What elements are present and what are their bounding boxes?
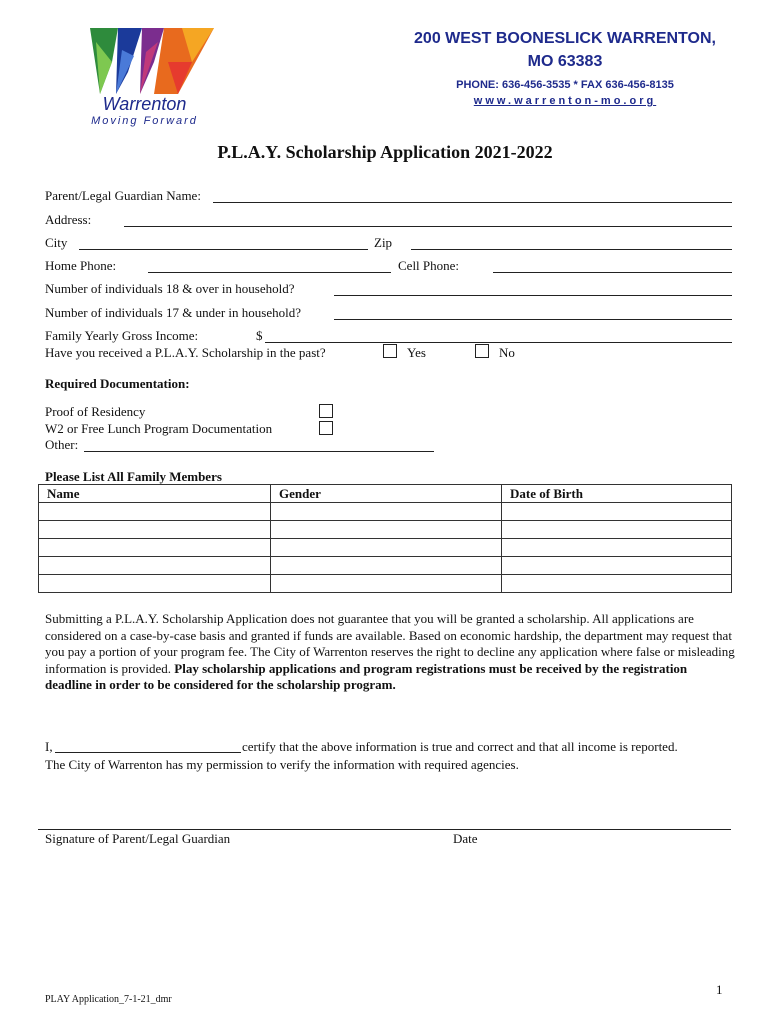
cell-phone-label: Cell Phone: — [398, 258, 460, 273]
gender-cell[interactable] — [271, 539, 502, 557]
dob-cell[interactable] — [502, 539, 732, 557]
signature-line[interactable] — [38, 829, 731, 830]
certify-prefix: I, — [45, 739, 53, 754]
other-label: Other: — [45, 437, 79, 452]
table-row — [39, 521, 732, 539]
adults-field[interactable] — [334, 295, 732, 296]
certify-line1: certify that the above information is true and correct and that all income is reported. — [242, 739, 678, 754]
name-cell[interactable] — [39, 503, 271, 521]
zip-label: Zip — [374, 235, 393, 250]
disclaimer-text: Submitting a P.L.A.Y. Scholarship Application does not guarantee that you will be granted a scholarship. All applications are considered on a case-by-case basis and granted if funds are available. Based on economic hardship, the department may request that you pay a portion of your program fee. The City of Warrenton reserves the right to decline any application where false or misleading information is provided. — [45, 611, 735, 676]
dob-cell[interactable] — [502, 503, 732, 521]
header-phone-fax: PHONE: 636-456-3535 * FAX 636-456-8135 — [456, 79, 674, 91]
name-cell[interactable] — [39, 575, 271, 593]
gender-cell[interactable] — [271, 557, 502, 575]
guardian-name-field[interactable] — [213, 202, 732, 203]
logo-tagline: Moving Forward — [91, 115, 198, 127]
past-no-checkbox[interactable] — [475, 344, 489, 358]
dob-cell[interactable] — [502, 575, 732, 593]
city-label: City — [45, 235, 68, 250]
w2-label: W2 or Free Lunch Program Documentation — [45, 421, 273, 436]
header-address-line2: MO 63383 — [527, 53, 603, 70]
dob-cell[interactable] — [502, 557, 732, 575]
table-row — [39, 503, 732, 521]
cell-phone-field[interactable] — [493, 272, 732, 273]
other-field[interactable] — [84, 451, 434, 452]
address-label: Address: — [45, 212, 92, 227]
guardian-name-label: Parent/Legal Guardian Name: — [45, 188, 201, 203]
name-cell[interactable] — [39, 539, 271, 557]
past-yes-label: Yes — [407, 345, 426, 360]
gender-cell[interactable] — [271, 521, 502, 539]
date-label: Date — [453, 831, 478, 846]
footer-doc-id: PLAY Application_7-1-21_dmr — [45, 994, 172, 1005]
city-field[interactable] — [79, 249, 368, 250]
name-cell[interactable] — [39, 557, 271, 575]
adults-label: Number of individuals 18 & over in household? — [45, 281, 295, 296]
residency-label: Proof of Residency — [45, 404, 146, 419]
minors-field[interactable] — [334, 319, 732, 320]
past-scholarship-label: Have you received a P.L.A.Y. Scholarship in the past? — [45, 345, 326, 360]
home-phone-field[interactable] — [148, 272, 391, 273]
header-website: www.warrenton-mo.org — [473, 95, 657, 107]
past-yes-checkbox[interactable] — [383, 344, 397, 358]
header-address-line1: 200 WEST BOONESLICK WARRENTON, — [414, 30, 716, 47]
table-row — [39, 539, 732, 557]
table-row — [39, 575, 732, 593]
gender-cell[interactable] — [271, 575, 502, 593]
certify-name-field[interactable] — [55, 752, 241, 753]
family-heading: Please List All Family Members — [45, 469, 222, 484]
docs-heading: Required Documentation: — [45, 376, 190, 391]
income-label: Family Yearly Gross Income: — [45, 328, 199, 343]
disclaimer-paragraph — [45, 611, 735, 694]
w-logo-icon — [82, 22, 222, 102]
certify-line2: The City of Warrenton has my permission to verify the information with required agencies. — [45, 757, 519, 772]
column-dob: Date of Birth — [502, 485, 732, 503]
dob-cell[interactable] — [502, 521, 732, 539]
table-header-row — [39, 485, 732, 503]
logo-name: Warrenton — [102, 94, 187, 114]
past-no-label: No — [499, 345, 515, 360]
page-number: 1 — [716, 982, 723, 997]
table-row — [39, 557, 732, 575]
zip-field[interactable] — [411, 249, 732, 250]
address-field[interactable] — [124, 226, 732, 227]
disclaimer-bold-text: Play scholarship applications and program registrations must be received by the registration deadline in order to be considered for the scholarship program. — [45, 660, 688, 692]
column-gender: Gender — [271, 485, 502, 503]
page-title: P.L.A.Y. Scholarship Application 2021-2022 — [217, 142, 553, 162]
column-name: Name — [39, 485, 271, 503]
name-cell[interactable] — [39, 521, 271, 539]
home-phone-label: Home Phone: — [45, 258, 117, 273]
income-dollar: $ — [256, 328, 263, 343]
signature-label: Signature of Parent/Legal Guardian — [45, 831, 231, 846]
warrenton-logo — [82, 22, 222, 132]
residency-checkbox[interactable] — [319, 404, 333, 418]
minors-label: Number of individuals 17 & under in household? — [45, 305, 301, 320]
gender-cell[interactable] — [271, 503, 502, 521]
w2-checkbox[interactable] — [319, 421, 333, 435]
family-table — [38, 484, 732, 593]
income-field[interactable] — [265, 342, 732, 343]
